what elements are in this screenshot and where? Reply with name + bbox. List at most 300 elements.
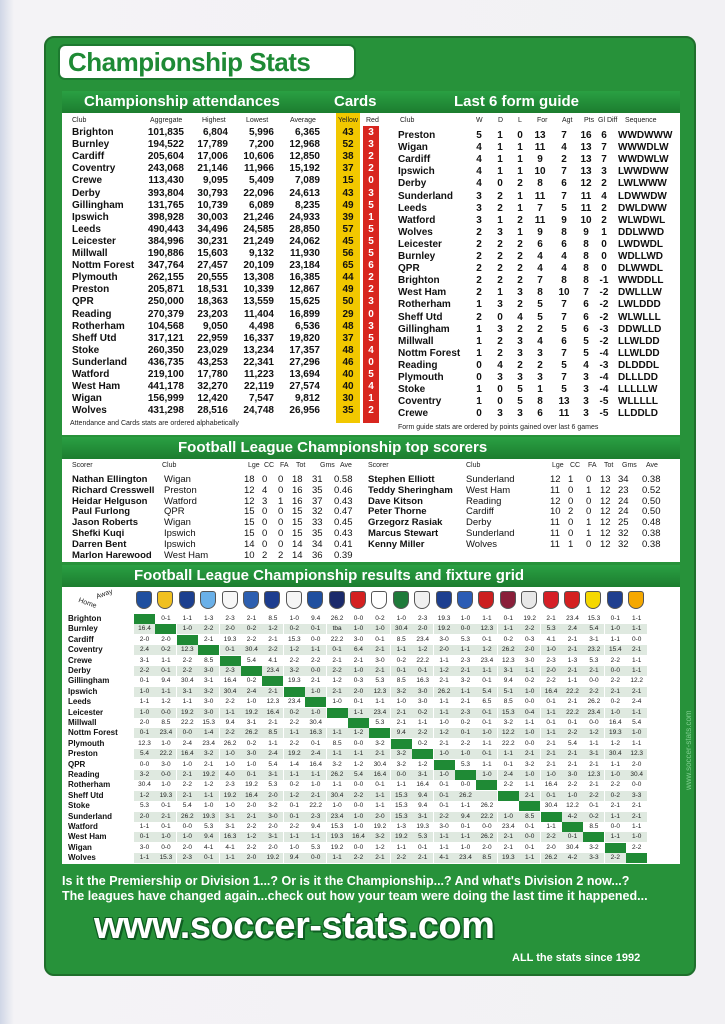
grid-result-cell: 26.2 bbox=[177, 812, 198, 822]
scorer-cell-lge: 15 bbox=[244, 517, 255, 529]
grid-result-cell: 1-2 bbox=[134, 791, 155, 801]
club-crest-icon bbox=[136, 591, 152, 609]
grid-result-cell: 19.2 bbox=[391, 832, 412, 842]
grid-result-cell: 0-2 bbox=[503, 635, 513, 643]
grid-result-cell: 0-2 bbox=[524, 677, 535, 685]
attendance-cell-high: 21,146 bbox=[197, 163, 228, 175]
form-cell-w: 3 bbox=[476, 190, 482, 202]
attendance-cell-agg: 104,568 bbox=[147, 320, 184, 332]
grid-result-cell: 1-2 bbox=[203, 781, 214, 789]
attendance-cell-low: 20,109 bbox=[243, 260, 274, 272]
attendance-cell-y: 48 bbox=[342, 344, 354, 356]
attendance-cell-club: Crewe bbox=[72, 175, 103, 187]
form-cell-f: 6 bbox=[537, 238, 543, 250]
grid-team-label: Ipswich bbox=[68, 686, 98, 696]
grid-diagonal-cell bbox=[391, 739, 412, 749]
form-cell-w: 2 bbox=[476, 263, 482, 275]
grid-result-cell: 1-1 bbox=[524, 781, 535, 789]
grid-diagonal-cell bbox=[498, 791, 519, 801]
grid-result-cell: 2-0 bbox=[262, 791, 283, 801]
form-cell-seq: LWDWDL bbox=[618, 238, 663, 250]
form-cell-w: 1 bbox=[476, 396, 482, 408]
grid-result-cell: 30.4 bbox=[138, 781, 151, 789]
grid-result-cell: 3-1 bbox=[589, 635, 599, 643]
grid-result-cell: 2-1 bbox=[567, 698, 578, 706]
form-cell-a: 9 bbox=[561, 214, 567, 226]
form-cell-club: Preston bbox=[398, 130, 436, 141]
attendance-cell-r: 2 bbox=[368, 151, 374, 163]
form-cell-a: 4 bbox=[561, 251, 567, 262]
scorer-cell-ave: 0.38 bbox=[642, 538, 661, 550]
grid-result-cell: 1-2 bbox=[434, 728, 455, 738]
grid-result-cell: 9.4 bbox=[198, 832, 219, 842]
scorer-cell-club: Preston bbox=[164, 484, 197, 496]
grid-result-cell: 0-1 bbox=[155, 666, 176, 676]
grid-result-cell: 1-1 bbox=[417, 719, 428, 726]
grid-result-cell: 1-1 bbox=[439, 656, 449, 664]
grid-result-cell: 1-1 bbox=[626, 666, 647, 676]
grid-result-cell: 2-1 bbox=[262, 687, 283, 697]
grid-result-cell: 1-0 bbox=[455, 749, 476, 759]
form-cell-f: 5 bbox=[537, 311, 543, 323]
attendance-cell-high: 17,780 bbox=[197, 369, 228, 380]
grid-result-cell: 3-2 bbox=[332, 760, 342, 768]
scorer-cell-cc: 0 bbox=[568, 484, 574, 496]
scorer-cell-lge: 11 bbox=[550, 538, 560, 550]
attendance-cell-avg: 16,385 bbox=[289, 272, 320, 284]
attendance-cell-low: 10,339 bbox=[243, 284, 274, 296]
grid-result-cell: 8.5 bbox=[262, 728, 283, 738]
grid-result-cell bbox=[327, 718, 348, 728]
scorer-cell-name: Dave Kitson bbox=[368, 495, 423, 507]
form-cell-l: 1 bbox=[517, 202, 523, 214]
grid-result-cell: 22.2 bbox=[155, 749, 176, 759]
form-row bbox=[0, 203, 725, 215]
scorer-cell-lge: 10 bbox=[244, 549, 255, 561]
grid-result-cell: 23.4 bbox=[455, 853, 476, 863]
grid-result-cell: 1-0 bbox=[246, 760, 257, 768]
form-cell-gd: 0 bbox=[601, 251, 607, 262]
scorer-cell-club: West Ham bbox=[164, 549, 209, 561]
grid-result-cell: 2-1 bbox=[562, 645, 583, 655]
grid-result-cell: 0-0 bbox=[482, 823, 492, 830]
grid-result-cell: 2-1 bbox=[541, 749, 562, 759]
grid-result-cell: 2-2 bbox=[246, 843, 257, 851]
grid-result-cell: 23.4 bbox=[155, 728, 176, 738]
form-cell-w: 2 bbox=[476, 311, 482, 323]
grid-result-cell: 1-1 bbox=[161, 656, 171, 664]
grid-result-cell bbox=[498, 801, 519, 811]
attendance-cell-r: 2 bbox=[368, 272, 374, 284]
grid-result-cell: 1-0 bbox=[541, 645, 562, 655]
grid-result-cell: 22.2 bbox=[562, 687, 583, 697]
form-cell-w: 1 bbox=[476, 384, 482, 396]
grid-result-cell: 1-1 bbox=[524, 719, 535, 726]
scorer-cell-cc: 3 bbox=[262, 495, 268, 507]
grid-result-cell: 9.4 bbox=[284, 853, 305, 863]
form-cell-l: 3 bbox=[517, 287, 523, 299]
grid-result-cell: 1-1 bbox=[305, 770, 326, 780]
grid-result-cell: 0-1 bbox=[482, 677, 492, 685]
form-cell-gd: 2 bbox=[601, 178, 607, 190]
attendance-cell-avg: 11,930 bbox=[289, 248, 320, 259]
scorer-cell-name: Peter Thorne bbox=[368, 506, 427, 518]
grid-result-cell: 1-1 bbox=[391, 645, 412, 655]
form-row bbox=[0, 396, 725, 408]
grid-team-label: Coventry bbox=[68, 645, 103, 655]
attendance-cell-avg: 24,933 bbox=[289, 211, 320, 223]
grid-result-cell: 1-1 bbox=[610, 760, 620, 768]
scorer-cell-ave: 0.46 bbox=[334, 484, 353, 496]
grid-result-cell: 1-0 bbox=[177, 832, 198, 842]
grid-result-cell: 2-0 bbox=[546, 843, 556, 851]
club-crest-icon bbox=[607, 591, 623, 609]
form-cell-gd: -4 bbox=[599, 372, 609, 383]
scorer-cell-name: Jason Roberts bbox=[72, 517, 138, 529]
form-cell-seq: WWWDLW bbox=[618, 142, 669, 154]
grid-result-cell: 2-4 bbox=[262, 749, 283, 759]
scorer-cell-club: Reading bbox=[466, 495, 502, 507]
grid-result-cell: 9.4 bbox=[503, 677, 513, 685]
attendance-cell-club: Reading bbox=[72, 308, 112, 320]
grid-team-label: Crewe bbox=[68, 655, 93, 665]
attendance-cell-agg: 205,871 bbox=[147, 284, 184, 296]
grid-result-cell: 0-1 bbox=[476, 749, 497, 759]
form-cell-f: 8 bbox=[537, 287, 543, 299]
form-cell-d: 1 bbox=[497, 154, 503, 166]
grid-result-cell: 1-1 bbox=[139, 698, 150, 706]
scorers-header-bar bbox=[62, 437, 680, 459]
grid-result-cell: 0-1 bbox=[161, 823, 171, 830]
grid-result-cell: 2-1 bbox=[546, 739, 556, 747]
grid-result-cell: 0-1 bbox=[284, 812, 305, 822]
grid-result-cell: 19.3 bbox=[605, 728, 626, 738]
attendance-cell-low: 16,337 bbox=[243, 332, 274, 344]
scorer-cell-gms: 32 bbox=[618, 528, 629, 539]
grid-result-cell: 1-2 bbox=[412, 645, 433, 655]
grid-result-cell: 1-2 bbox=[332, 677, 342, 685]
attendance-cell-y: 15 bbox=[342, 175, 354, 187]
grid-result-cell: 2-0 bbox=[139, 635, 150, 643]
grid-result-cell: 1-1 bbox=[541, 708, 562, 718]
grid-result-cell: 0-1 bbox=[289, 802, 299, 810]
form-cell-l: 2 bbox=[517, 275, 523, 287]
grid-result-cell: 3-2 bbox=[503, 719, 513, 726]
grid-result-cell: 30.4 bbox=[626, 770, 647, 780]
scorer-cell-gms: 34 bbox=[618, 474, 629, 485]
grid-result-cell: 8.5 bbox=[268, 615, 278, 622]
form-cell-gd: -5 bbox=[599, 396, 609, 408]
grid-result-cell: 2-2 bbox=[583, 791, 604, 801]
attendance-cell-club: Watford bbox=[72, 369, 110, 380]
form-col-header: W bbox=[476, 117, 483, 124]
grid-result-cell: 2-4 bbox=[631, 698, 642, 706]
attendance-cell-agg: 431,298 bbox=[147, 405, 184, 417]
grid-result-cell: 0-0 bbox=[182, 823, 192, 830]
grid-team-label: Plymouth bbox=[68, 738, 105, 748]
grid-result-cell: 3-2 bbox=[198, 749, 219, 759]
attendance-cell-r: 3 bbox=[368, 296, 374, 308]
form-cell-l: 3 bbox=[517, 347, 523, 359]
grid-result-cell: 30.4 bbox=[180, 677, 194, 685]
grid-result-cell: 0-1 bbox=[134, 728, 155, 738]
form-cell-p: 3 bbox=[583, 408, 589, 420]
grid-result-cell: 19.2 bbox=[245, 781, 258, 789]
grid-result-cell: 1-1 bbox=[284, 728, 305, 738]
grid-result-cell: 0-1 bbox=[439, 781, 449, 789]
grid-result-cell: 0-1 bbox=[589, 802, 599, 810]
grid-result-cell: 3-0 bbox=[198, 666, 219, 676]
grid-result-cell: 0-1 bbox=[476, 708, 497, 718]
grid-result-cell: 1-1 bbox=[455, 832, 476, 842]
grid-result-cell: 2-2 bbox=[225, 698, 235, 706]
grid-result-cell: 3-0 bbox=[439, 823, 449, 830]
grid-result-cell: 1-3 bbox=[567, 656, 578, 664]
grid-result-cell: 0-0 bbox=[524, 739, 535, 747]
grid-result-cell: 16.3 bbox=[305, 728, 326, 738]
scorer-cell-tot: 15 bbox=[292, 517, 303, 529]
grid-result-cell: 19.2 bbox=[330, 843, 344, 851]
attendance-cell-low: 11,404 bbox=[243, 308, 274, 320]
grid-result-cell: 2-1 bbox=[332, 656, 342, 664]
attendance-cell-agg: 250,000 bbox=[147, 296, 184, 308]
attendance-cell-low: 10,606 bbox=[243, 151, 274, 163]
grid-result-cell: 2-1 bbox=[546, 615, 556, 622]
grid-result-cell: 2-2 bbox=[327, 666, 348, 676]
grid-result-cell: 0-1 bbox=[460, 823, 471, 830]
form-cell-f: 3 bbox=[537, 372, 543, 383]
form-cell-l: 1 bbox=[517, 226, 523, 238]
scorer-cell-name: Marcus Stewart bbox=[368, 528, 439, 539]
form-cell-gd: -2 bbox=[599, 287, 609, 299]
grid-result-cell: 2-1 bbox=[246, 615, 257, 622]
form-cell-gd: 2 bbox=[601, 214, 607, 226]
grid-result-cell: 0-1 bbox=[327, 645, 348, 655]
scorer-cell-ave: 0.50 bbox=[642, 495, 661, 507]
club-crest-icon bbox=[393, 591, 409, 609]
grid-result-cell: 23.4 bbox=[480, 656, 494, 664]
grid-result-cell: 2-1 bbox=[203, 760, 214, 768]
grid-result-cell: 2-2 bbox=[310, 656, 321, 664]
grid-result-cell: 15.3 bbox=[330, 823, 344, 830]
scorer-cell-gms: 23 bbox=[618, 484, 629, 496]
attendance-cell-high: 6,804 bbox=[202, 127, 228, 138]
attendance-cell-agg: 317,121 bbox=[147, 332, 184, 344]
grid-result-cell: 0-2 bbox=[284, 708, 305, 718]
grid-result-cell: 2-1 bbox=[626, 645, 647, 655]
grid-result-cell: 0-1 bbox=[198, 853, 219, 863]
form-cell-gd: -2 bbox=[599, 335, 609, 347]
attendance-cell-high: 30,793 bbox=[197, 187, 228, 199]
form-cell-p: 16 bbox=[580, 130, 592, 141]
scorer-cell-cc: 0 bbox=[568, 495, 574, 507]
scorer-cell-ave: 0.45 bbox=[334, 517, 353, 529]
attendance-cell-low: 5,996 bbox=[248, 127, 274, 138]
grid-result-cell: 2-1 bbox=[583, 666, 604, 676]
attendance-cell-club: Cardiff bbox=[72, 151, 105, 163]
attendance-cell-low: 9,132 bbox=[248, 248, 274, 259]
grid-result-cell: 1-1 bbox=[541, 728, 562, 738]
grid-result-cell: 2-0 bbox=[134, 812, 155, 822]
form-cell-club: Brighton bbox=[398, 275, 440, 287]
attendance-cell-avg: 27,574 bbox=[289, 381, 320, 393]
attendance-cell-high: 34,496 bbox=[197, 223, 228, 235]
grid-team-label: West Ham bbox=[68, 832, 107, 842]
grid-result-cell: 1-1 bbox=[434, 832, 455, 842]
attendance-cell-avg: 24,062 bbox=[289, 235, 320, 247]
scorer-cell-club: Derby bbox=[466, 517, 492, 529]
attendance-cell-low: 22,096 bbox=[243, 187, 274, 199]
form-cell-d: 1 bbox=[497, 142, 503, 154]
grid-result-cell: 0-1 bbox=[139, 677, 150, 685]
grid-result-cell: 15.3 bbox=[391, 791, 412, 801]
grid-team-label: Leeds bbox=[68, 697, 92, 707]
attendance-note: Attendance and Cards stats are ordered alphabetically bbox=[70, 420, 239, 427]
scorer-cell-tot: 18 bbox=[292, 474, 303, 485]
grid-result-cell: 2-3 bbox=[177, 853, 198, 863]
grid-diagonal-cell bbox=[177, 635, 198, 645]
grid-result-cell: 3-2 bbox=[396, 760, 406, 768]
form-cell-a: 4 bbox=[561, 142, 567, 154]
grid-team-label: Burnley bbox=[68, 624, 98, 634]
form-row bbox=[0, 251, 725, 263]
form-cell-l: 2 bbox=[517, 323, 523, 335]
form-cell-p: 13 bbox=[580, 154, 592, 166]
grid-result-cell: 1-0 bbox=[348, 624, 369, 634]
grid-result-cell: 0-1 bbox=[455, 728, 476, 738]
grid-result-cell: 1-1 bbox=[631, 823, 642, 830]
club-crest-icon bbox=[564, 591, 580, 609]
form-cell-a: 10 bbox=[558, 287, 570, 299]
grid-result-cell: 9.4 bbox=[412, 791, 433, 801]
form-cell-p: 6 bbox=[583, 299, 589, 311]
form-row bbox=[0, 275, 725, 287]
grid-result-cell: 23.2 bbox=[583, 645, 604, 655]
grid-result-cell: 5.4 bbox=[246, 656, 257, 664]
grid-result-cell: 19.2 bbox=[434, 624, 455, 634]
attendance-cell-agg: 205,604 bbox=[147, 151, 184, 163]
grid-result-cell: 2-2 bbox=[610, 656, 620, 664]
scorer-cell-name: Richard Cresswell bbox=[72, 484, 155, 496]
grid-result-cell: 3-1 bbox=[498, 666, 519, 676]
grid-result-cell: 3-0 bbox=[417, 698, 428, 706]
grid-result-cell: 2-3 bbox=[225, 615, 235, 622]
form-cell-seq: LLWLDD bbox=[618, 335, 660, 347]
grid-result-cell: 3-1 bbox=[262, 770, 283, 780]
form-cell-w: 5 bbox=[476, 130, 482, 141]
grid-result-cell: 5.4 bbox=[476, 687, 497, 697]
grid-team-label: Preston bbox=[68, 749, 98, 759]
form-cell-a: 5 bbox=[561, 359, 567, 371]
attendance-cell-y: 49 bbox=[342, 199, 354, 211]
grid-result-cell: 23.4 bbox=[583, 708, 604, 718]
grid-result-cell: 2-2 bbox=[605, 853, 626, 863]
club-crest-icon bbox=[500, 591, 516, 609]
form-cell-f: 4 bbox=[537, 251, 543, 262]
scorer-cell-ave: 0.52 bbox=[642, 484, 661, 496]
grid-result-cell: 23.4 bbox=[501, 823, 515, 830]
grid-result-cell: 16.4 bbox=[541, 687, 562, 697]
grid-team-label: Sunderland bbox=[68, 811, 113, 821]
grid-result-cell: 1-0 bbox=[626, 832, 647, 842]
grid-result-cell: 2-4 bbox=[182, 739, 192, 747]
grid-result-cell: 0-0 bbox=[305, 853, 326, 863]
attendance-cell-avg: 19,820 bbox=[289, 332, 320, 344]
attendance-cell-avg: 6,365 bbox=[294, 127, 320, 138]
grid-result-cell: 1-1 bbox=[305, 645, 326, 655]
grid-result-cell: 0-1 bbox=[375, 781, 385, 789]
form-col-header: L bbox=[518, 117, 522, 124]
attendance-cell-avg: 28,850 bbox=[289, 223, 320, 235]
grid-result-cell: 4.1 bbox=[268, 656, 278, 664]
grid-result-cell: 1-0 bbox=[177, 624, 198, 634]
grid-result-cell: 1-0 bbox=[434, 749, 455, 759]
club-crest-icon bbox=[329, 591, 345, 609]
form-cell-f: 3 bbox=[537, 347, 543, 359]
form-cell-seq: DWLDWW bbox=[618, 202, 667, 214]
attendance-cell-high: 22,959 bbox=[197, 332, 228, 344]
grid-result-cell: 0-1 bbox=[375, 635, 385, 643]
grid-diagonal-cell bbox=[134, 614, 155, 624]
scorer-cell-fa: 0 bbox=[278, 528, 284, 539]
grid-result-cell: 4-0 bbox=[220, 770, 241, 780]
attendance-cell-agg: 347,764 bbox=[147, 260, 184, 272]
attendance-cell-y: 43 bbox=[342, 127, 354, 138]
grid-result-cell: 0-1 bbox=[305, 624, 326, 634]
form-cell-f: 7 bbox=[537, 275, 543, 287]
scorer-col-header: Club bbox=[466, 462, 481, 469]
attendance-cell-agg: 398,928 bbox=[147, 211, 184, 223]
attendance-cell-agg: 490,443 bbox=[147, 223, 184, 235]
grid-team-label: Watford bbox=[68, 822, 98, 831]
grid-diagonal-cell bbox=[327, 708, 348, 718]
grid-result-cell: 1-1 bbox=[605, 812, 626, 822]
form-row bbox=[0, 324, 725, 336]
scorer-cell-lge: 15 bbox=[244, 528, 255, 539]
grid-home-label: Home bbox=[77, 597, 98, 610]
club-crest-icon bbox=[157, 591, 173, 609]
attendance-cell-low: 13,559 bbox=[243, 296, 274, 308]
form-cell-gd: -2 bbox=[599, 311, 609, 323]
website-url[interactable]: www.soccer-stats.com bbox=[94, 905, 495, 947]
attendance-cell-agg: 219,100 bbox=[147, 369, 184, 380]
grid-result-cell: 2-2 bbox=[567, 781, 578, 789]
attendance-cell-avg: 15,192 bbox=[289, 163, 320, 175]
form-cell-club: Leeds bbox=[398, 202, 427, 214]
grid-result-cell: 3-0 bbox=[439, 635, 449, 643]
attendance-cell-high: 12,420 bbox=[197, 393, 228, 405]
attendance-cell-r: 2 bbox=[368, 284, 374, 296]
form-cell-a: 4 bbox=[561, 263, 567, 275]
attendance-cell-agg: 262,155 bbox=[147, 272, 184, 284]
attendance-cell-club: Nottm Forest bbox=[72, 260, 135, 272]
grid-result-cell: 1-1 bbox=[348, 749, 369, 759]
attendance-cell-high: 17,006 bbox=[197, 151, 228, 163]
attendance-cell-low: 5,409 bbox=[248, 175, 274, 187]
grid-result-cell: 2-1 bbox=[610, 802, 620, 810]
scorer-cell-gms: 35 bbox=[312, 528, 323, 539]
attendance-cell-club: Sheff Utd bbox=[72, 332, 117, 344]
grid-result-cell: 2-3 bbox=[417, 615, 428, 622]
form-cell-f: 11 bbox=[534, 214, 546, 226]
grid-diagonal-cell bbox=[241, 666, 262, 676]
grid-result-cell: 1-4 bbox=[198, 728, 219, 738]
grid-result-cell: 1-1 bbox=[439, 843, 449, 851]
grid-result-cell: 3-1 bbox=[225, 823, 235, 830]
grid-result-cell: 1-0 bbox=[396, 615, 406, 622]
grid-result-cell: 4-1 bbox=[434, 853, 455, 863]
attendance-cell-avg: 13,694 bbox=[289, 369, 320, 380]
